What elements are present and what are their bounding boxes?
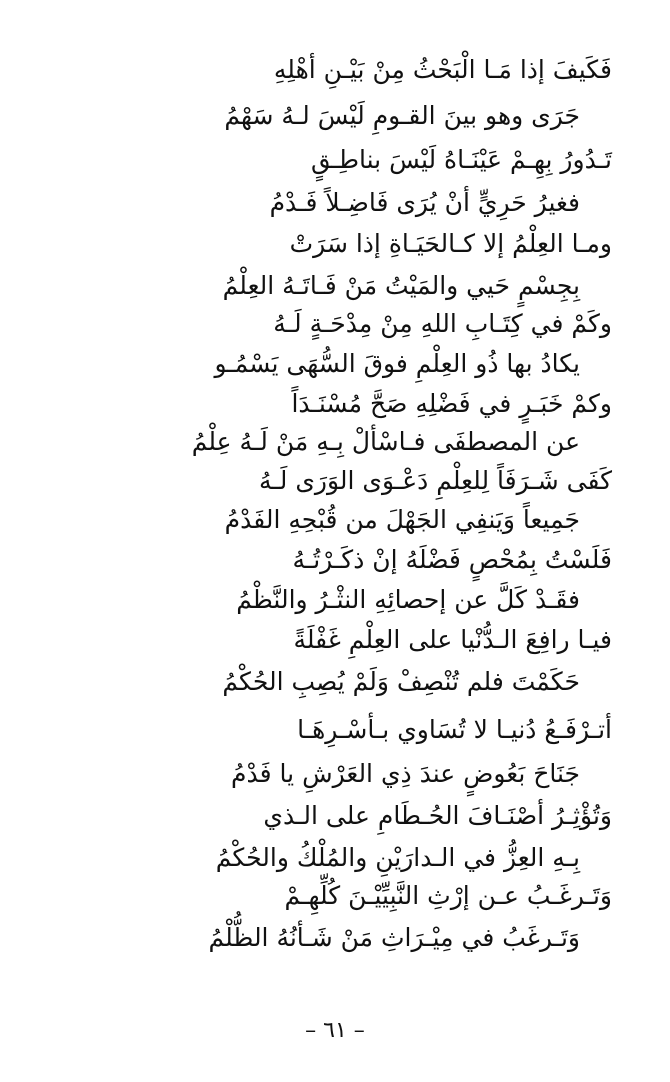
verse-line-1: فَكَيفَ إذا مَـا الْبَحْثُ مِنْ بَيْـنِ أهْلِهِ (273, 55, 612, 84)
verse-line-13: فَلَسْتُ بِمُحْصٍ فَضْلَهُ إنْ ذكَـرْتُـهُ (292, 545, 612, 574)
verse-line-21: وَتَـرغَـبُ عـن إرْثِ النَّبِيِّيْـنَ كُلِّهِـمْ (284, 881, 612, 910)
verse-line-4: فغيرُ حَرِيٍّ أنْ يُرَى فَاضِـلاً فَـدْمُ (269, 188, 580, 217)
verse-line-3: تَـدُورُ بِهِـمْ عَيْنَـاهُ لَيْسَ بناطِـقٍ (310, 145, 612, 174)
verse-line-20: بِـهِ العِزُّ في الـدارَيْنِ والمُلْكُ والحُكْمُ (215, 843, 580, 872)
verse-line-12: جَمِيعاً وَيَنفِي الجَهْلَ من قُبْحِهِ الفَدْمُ (224, 505, 580, 534)
verse-line-9: وكمْ خَبَـرٍ في فَضْلِهِ صَحَّ مُسْنَـدَاً (291, 389, 612, 418)
verse-line-11: كَفَى شَـرَفَاً لِلعِلْمِ دَعْـوَى الوَرَى لَـهُ (259, 466, 612, 495)
verse-line-16: حَكَمْتَ فلم تُنْصِفْ وَلَمْ يُصِبِ الحُكْمُ (222, 667, 580, 696)
verse-line-2: جَرَى وهو بينَ القـومِ لَيْسَ لـهُ سَهْمُ (224, 101, 580, 130)
verse-line-10: عن المصطفَى فـاسْألْ بِـهِ مَنْ لَـهُ عِلْمُ (191, 427, 580, 456)
verse-line-5: ومـا العِلْمُ إلا كـالحَيَـاةِ إذا سَرَتْ (289, 229, 612, 258)
verse-line-18: جَنَاحَ بَعُوضٍ عندَ ذِي العَرْشِ يا فَدْمُ (231, 759, 580, 788)
verse-line-7: وكَمْ في كِتَـابِ اللهِ مِنْ مِدْحَـةٍ لَـهُ (273, 309, 612, 338)
verse-line-22: وَتَـرغَبُ في مِيْـرَاثِ مَنْ شَـأنُهُ الظُّلْمُ (208, 923, 580, 952)
verse-line-14: فقَـدْ كَلَّ عن إحصائِهِ النثْـرُ والنَّظْمُ (236, 585, 580, 614)
page-number: – ٦١ – (305, 1018, 365, 1043)
verse-line-17: أتـرْفَـعُ دُنيـا لا تُسَاوي بـأسْـرِهَـا (297, 715, 612, 744)
verse-line-6: بِجِسْمٍ حَيي والمَيْتُ مَنْ فَـاتَـهُ العِلْمُ (222, 271, 580, 300)
verse-line-19: وَتُؤْثِـرُ أصْنَـافَ الحُـطَامِ على الـذي (263, 801, 612, 830)
verse-line-8: يكادُ بها ذُو العِلْمِ فوقَ السُّهَى يَسْمُـو (214, 349, 580, 378)
verse-line-15: فيـا رافِعَ الـدُّنْيا على العِلْمِ غَفْلَةً (293, 625, 612, 654)
